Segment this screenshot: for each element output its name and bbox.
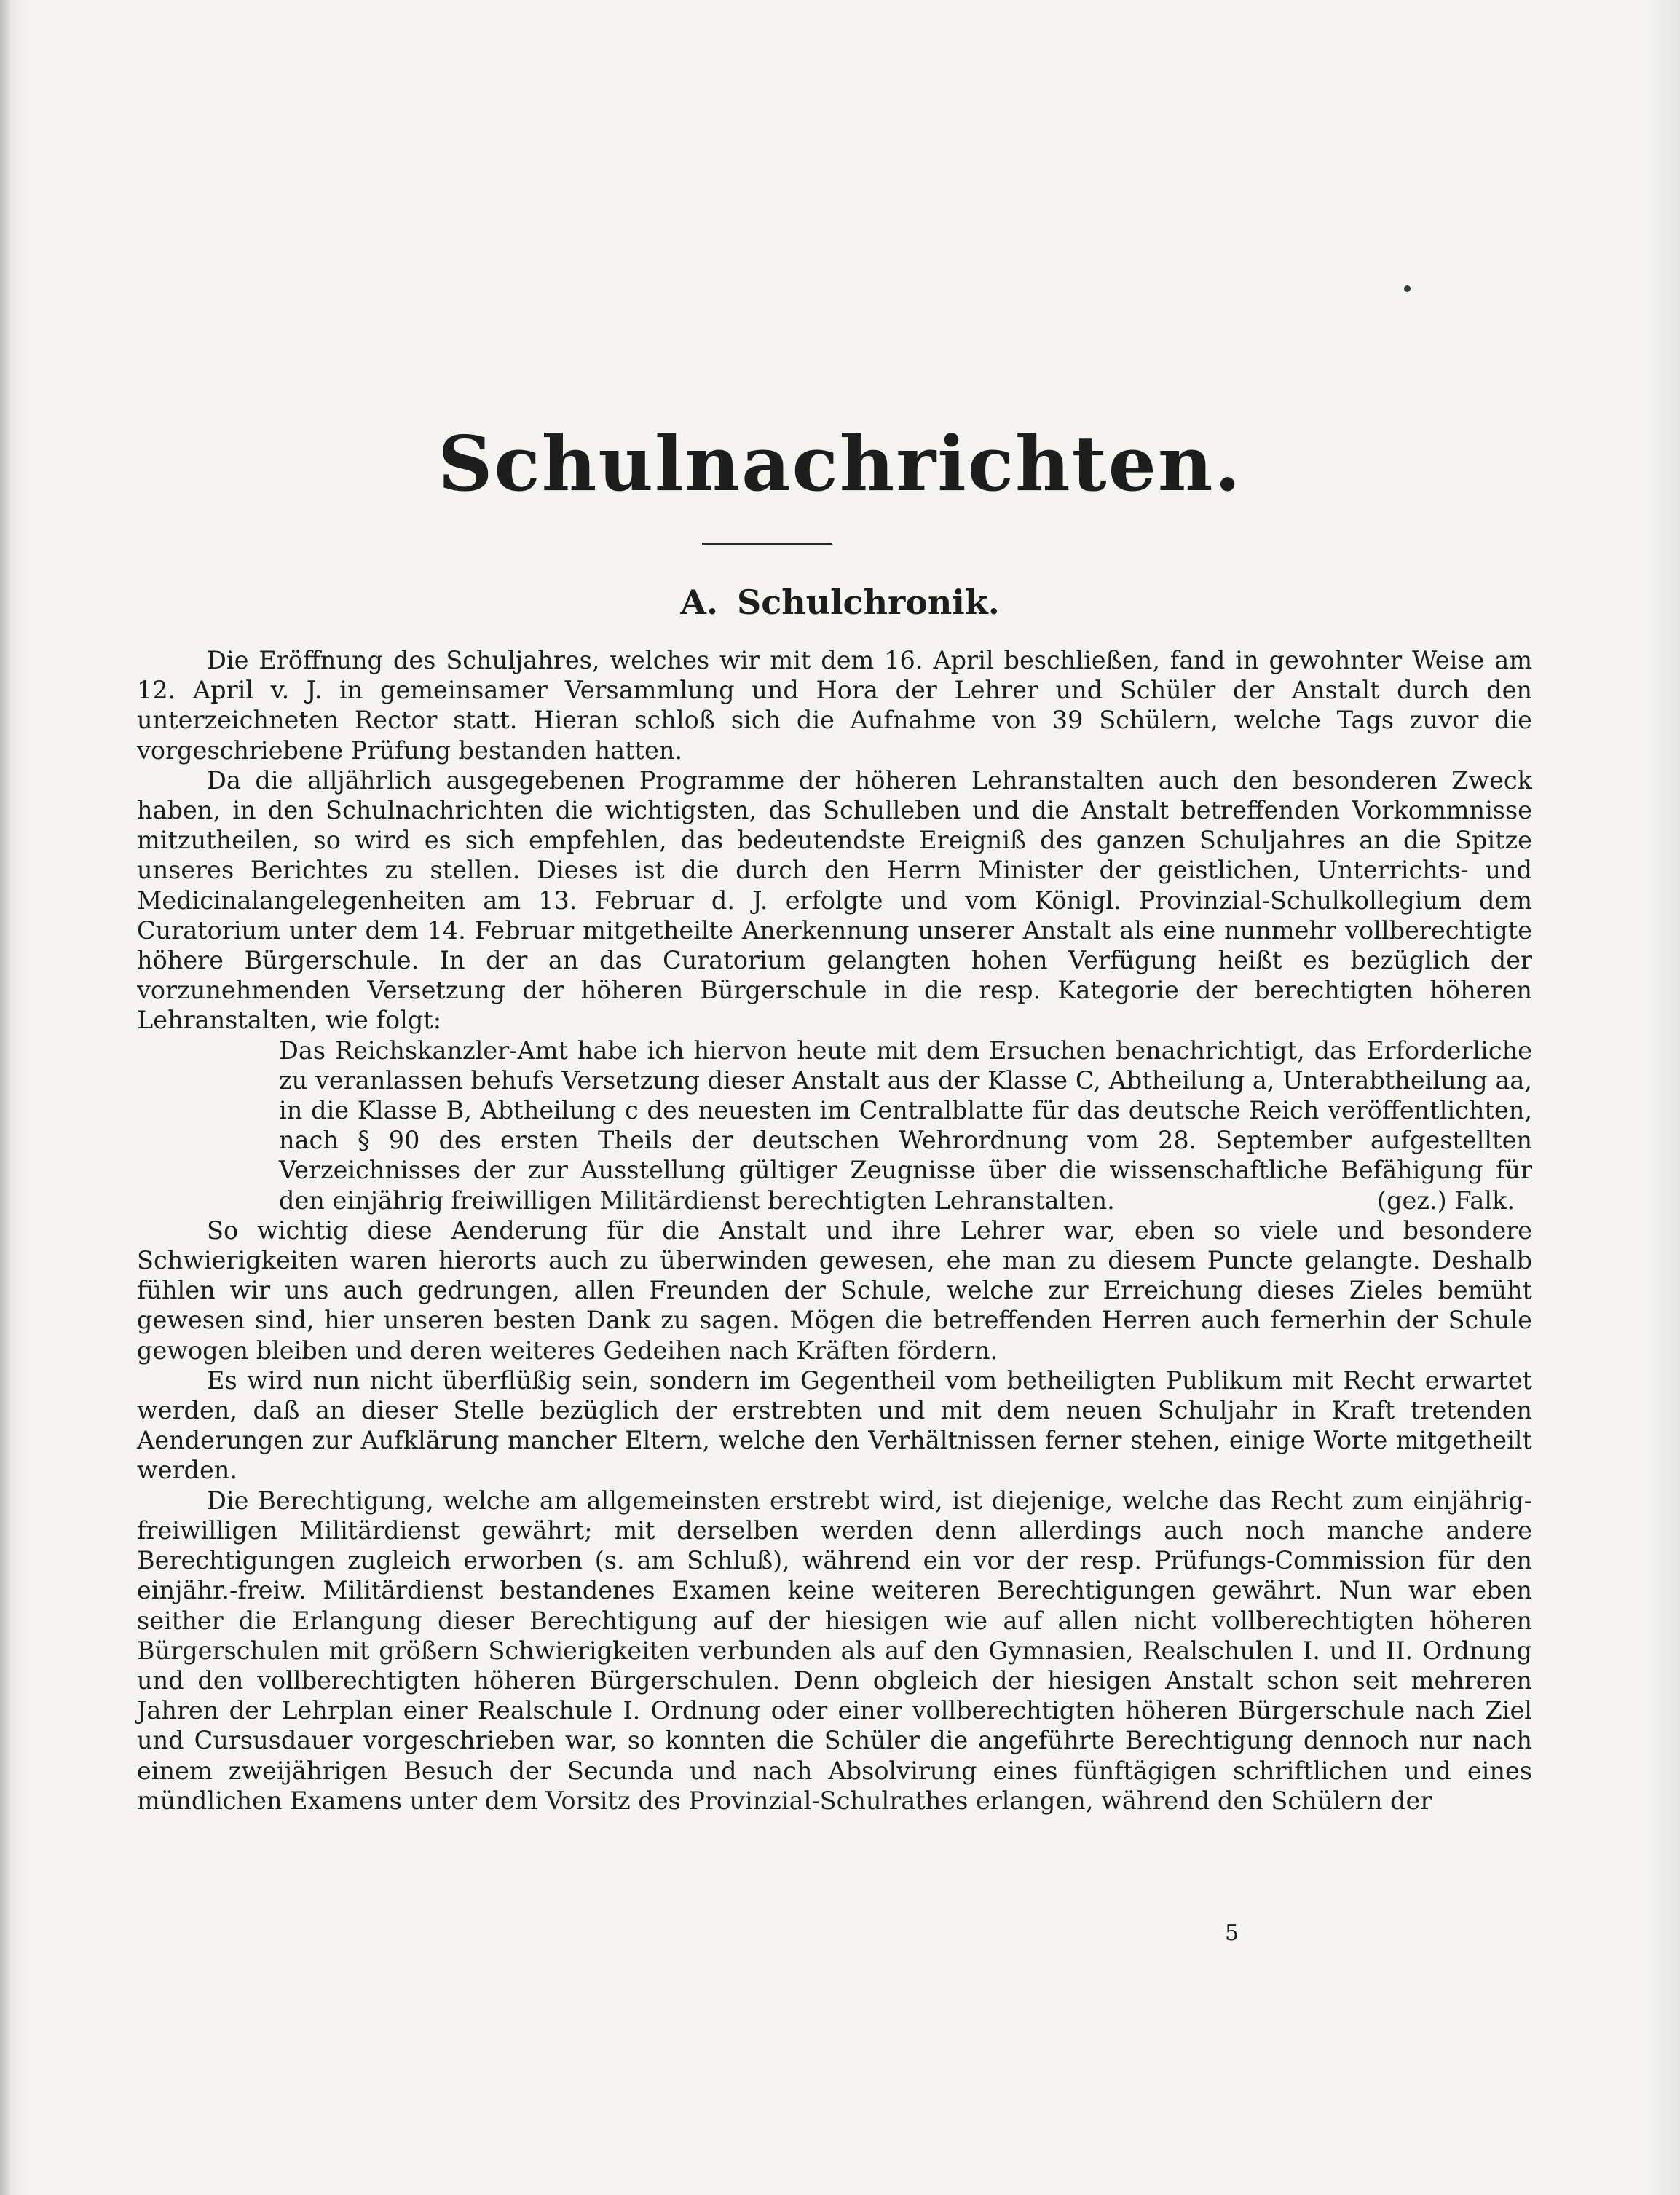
page-title: Schulnachrichten. [438,419,1242,508]
title-divider [702,543,832,545]
section-title: Schulchronik. [736,583,1000,622]
page-number: 5 [1225,1920,1239,1946]
paragraph-thanks: So wichtig diese Aenderung für die Anstalt und ihre Lehrer war, eben so viele und besondere Schwierigkeiten waren hierorts auch zu überwinden gewesen, ehe man zu diesem Puncte gelangte. Deshalb fühlen wir uns auch gedrungen, allen Freunden der Schule, welche zur Erreichung dieses Zieles bemüht gewesen sind, hier unseren besten Dank zu sagen. Mögen die betreffenden Herren auch fernerhin der Schule gewogen bleiben und deren weiteres Gedeihen nach Kräften fördern. [137,1215,1532,1365]
paragraph-entitlement: Die Berechtigung, welche am allgemeinsten erstrebt wird, ist diejenige, welche das Recht zum einjährig-freiwilligen Militärdienst gewährt; mit derselben werden denn allerdings auch noch manche andere Berechtigungen zugleich erworben (s. am Schluß), während ein vor der resp. Prüfungs-Commission für den einjähr.-freiw. Militärdienst bestandenes Examen keine weiteren Berechtigungen gewährt. Nun war eben seither die Erlangung dieser Berechtigung auf der hiesigen wie auf allen nicht vollberechtigten höheren Bürgerschulen mit größern Schwierigkeiten verbunden als auf den Gymnasien, Realschulen I. und II. Ordnung und den vollberechtigten höheren Bürgerschulen. Denn obgleich der hiesigen Anstalt schon seit mehreren Jahren der Lehrplan einer Realschule I. Ordnung oder einer vollberechtigten höheren Bürgerschule nach Ziel und Cursusdauer vorgeschrieben war, so konnten die Schüler die angeführte Berechtigung dennoch nur nach einem zweijährigen Besuch der Secunda und nach Absolvirung eines fünftägigen schriftlichen und eines mündlichen Examens unter dem Vorsitz des Provinzial-Schulrathes erlangen, während den Schülern der [137,1486,1532,1815]
decree-signature: (gez.) Falk. [1377,1186,1515,1215]
ink-speck [1404,285,1411,292]
paragraph-explanation: Es wird nun nicht überflüßig sein, sondern im Gegentheil vom betheiligten Publikum mit Recht erwartet werden, daß an dieser Stelle bezüglich der erstrebten und mit dem neuen Schuljahr in Kraft tretenden Aenderungen zur Aufklärung mancher Eltern, welche den Verhältnissen ferner stehen, einige Worte mitgetheilt werden. [137,1366,1532,1485]
body-text [137,645,1532,1816]
section-heading [0,583,1680,622]
binding-shadow [0,0,10,2195]
section-letter: A. [680,583,718,622]
paragraph-recognition: Da die alljährlich ausgegebenen Programme der höheren Lehranstalten auch den besonderen Zweck haben, in den Schulnachrichten die wichtigsten, das Schulleben und die Anstalt betreffenden Vorkommnisse mitzutheilen, so wird es sich empfehlen, das bedeutendste Ereigniß des ganzen Schuljahres an die Spitze unseres Berichtes zu stellen. Dieses ist die durch den Herrn Minister der geistlichen, Unterrichts- und Medicinalangelegenheiten am 13. Februar d. J. erfolgte und vom Königl. Provinzial-Schulkollegium dem Curatorium unter dem 14. Februar mitgetheilte Anerkennung unserer Anstalt als eine nunmehr vollberechtigte höhere Bürgerschule. In der an das Curatorium gelangten hohen Verfügung heißt es bezüglich der vorzunehmenden Versetzung der höheren Bürgerschule in die resp. Kategorie der berechtigten höheren Lehranstalten, wie folgt: [137,765,1532,1035]
quoted-decree-text: Das Reichskanzler-Amt habe ich hiervon heute mit dem Ersuchen benachrichtigt, das Erforderliche zu veranlassen behufs Versetzung dieser Anstalt aus der Klasse C, Abtheilung a, Unterabtheilung aa, in die Klasse B, Abtheilung c des neuesten im Centralblatte für das deutsche Reich veröffentlichten, nach § 90 des ersten Theils der deutschen Wehrordnung vom 28. September aufgestellten Verzeichnisses der zur Ausstellung gültiger Zeugnisse über die wissenschaftliche Befähigung für den einjährig freiwilligen Militärdienst berechtigten Lehranstalten. [279,1036,1532,1215]
quoted-decree [279,1036,1532,1215]
paragraph-opening: Die Eröffnung des Schuljahres, welches wir mit dem 16. April beschließen, fand in gewohnter Weise am 12. April v. J. in gemeinsamer Versammlung und Hora der Lehrer und Schüler der Anstalt durch den unterzeichneten Rector statt. Hieran schloß sich die Aufnahme von 39 Schülern, welche Tags zuvor die vorgeschriebene Prüfung bestanden hatten. [137,646,1532,765]
